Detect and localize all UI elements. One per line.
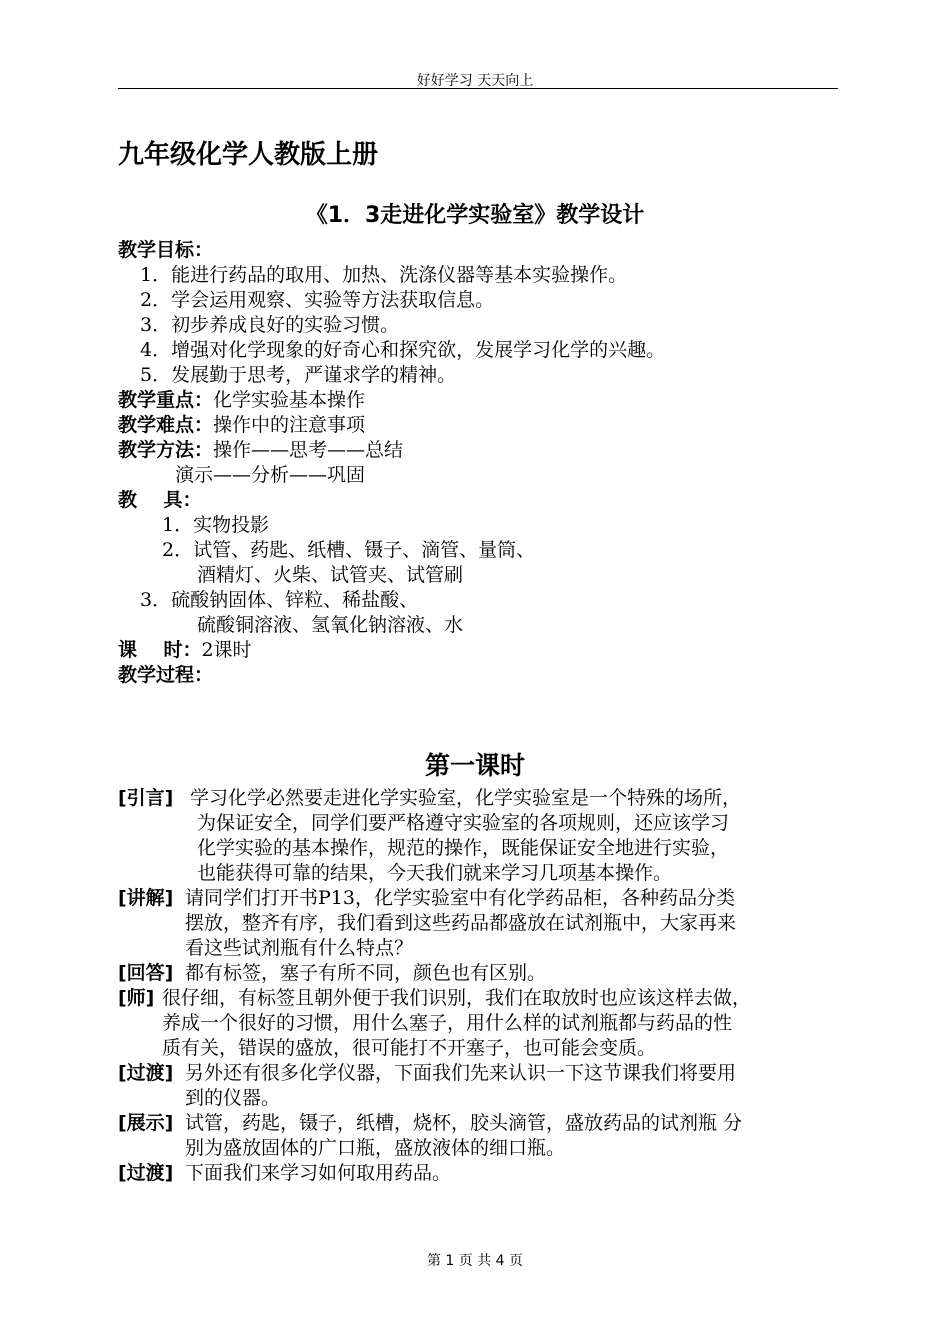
hours-value: 2课时 [201, 639, 252, 661]
objective-item: 5．发展勤于思考，严谨求学的精神。 [140, 364, 457, 386]
tools-line: 2．试管、药匙、纸槽、镊子、滴管、量筒、 [162, 539, 536, 561]
difficulty-label: 教学难点： [118, 414, 214, 436]
dialogue-tag: [过渡] [118, 1162, 174, 1184]
dialogue-line: 另外还有很多化学仪器，下面我们先来认识一下这节课我们将要用 [185, 1062, 737, 1084]
dialogue-tag: [师] [118, 987, 155, 1009]
key-point-row [118, 388, 365, 413]
method-value-2: 演示——分析——巩固 [175, 464, 366, 486]
dialogue-line: 也能获得可靠的结果，今天我们就来学习几项基本操作。 [197, 862, 673, 884]
method-value: 操作——思考——总结 [213, 439, 404, 461]
method-row [118, 438, 403, 463]
hours-row [118, 638, 252, 663]
key-point-value: 化学实验基本操作 [213, 389, 366, 411]
dialogue-tag: [讲解] [118, 887, 174, 909]
tools-line: 硫酸铜溶液、氢氧化钠溶液、水 [197, 614, 464, 636]
method-label: 教学方法： [118, 439, 214, 461]
document-title: 九年级化学人教版上册 [118, 140, 379, 170]
objectives-label: 教学目标： [118, 239, 214, 261]
dialogue-tag: [过渡] [118, 1062, 174, 1084]
objective-item: 3．初步养成良好的实验习惯。 [140, 314, 400, 336]
dialogue-line: 养成一个很好的习惯，用什么塞子，用什么样的试剂瓶都与药品的性 [162, 1012, 733, 1034]
page-footer: 第 1 页 共 4 页 [426, 1253, 524, 1269]
tools-line: 3．硫酸钠固体、锌粒、稀盐酸、 [140, 589, 419, 611]
dialogue-line: 学习化学必然要走进化学实验室，化学实验室是一个特殊的场所， [190, 787, 742, 809]
page-header: 好好学习 天天向上 [416, 73, 534, 89]
tools-line: 酒精灯、火柴、试管夹、试管刷 [197, 564, 464, 586]
objective-item: 2．学会运用观察、实验等方法获取信息。 [140, 289, 495, 311]
difficulty-row [118, 413, 365, 438]
dialogue-line: 别为盛放固体的广口瓶，盛放液体的细口瓶。 [185, 1137, 566, 1159]
section-title: 第一课时 [424, 751, 525, 780]
process-label: 教学过程： [118, 664, 214, 686]
tools-line: 1．实物投影 [162, 514, 270, 536]
dialogue-line: 请同学们打开书P13，化学实验室中有化学药品柜，各种药品分类 [185, 887, 735, 909]
hours-label: 课 时： [118, 639, 202, 661]
dialogue-line: 摆放，整齐有序，我们看到这些药品都盛放在试剂瓶中，大家再来 [185, 912, 737, 934]
dialogue-tag: [展示] [118, 1112, 174, 1134]
dialogue-line: 都有标签，塞子有所不同，颜色也有区别。 [185, 962, 547, 984]
dialogue-tag: [引言] [118, 787, 174, 809]
dialogue-line: 质有关，错误的盛放，很可能打不开塞子，也可能会变质。 [162, 1037, 657, 1059]
objective-item: 1．能进行药品的取用、加热、洗涤仪器等基本实验操作。 [140, 264, 628, 286]
dialogue-line: 为保证安全，同学们要严格遵守实验室的各项规则，还应该学习 [197, 812, 730, 834]
difficulty-value: 操作中的注意事项 [213, 414, 366, 436]
key-point-label: 教学重点： [118, 389, 214, 411]
dialogue-line: 到的仪器。 [185, 1087, 281, 1109]
dialogue-line: 很仔细，有标签且朝外便于我们识别，我们在取放时也应该这样去做， [162, 987, 752, 1009]
dialogue-line: 试管，药匙，镊子，纸槽，烧杯，胶头滴管，盛放药品的试剂瓶 分 [185, 1112, 743, 1134]
tools-label: 教 具： [118, 489, 202, 511]
document-subtitle: 《1．3走进化学实验室》教学设计 [305, 203, 645, 228]
dialogue-tag: [回答] [118, 962, 174, 984]
header-rule [118, 88, 838, 89]
objective-item: 4．增强对化学现象的好奇心和探究欲，发展学习化学的兴趣。 [140, 339, 666, 361]
dialogue-line: 化学实验的基本操作，规范的操作，既能保证安全地进行实验， [197, 837, 730, 859]
dialogue-line: 下面我们来学习如何取用药品。 [185, 1162, 452, 1184]
dialogue-line: 看这些试剂瓶有什么特点？ [185, 937, 414, 959]
